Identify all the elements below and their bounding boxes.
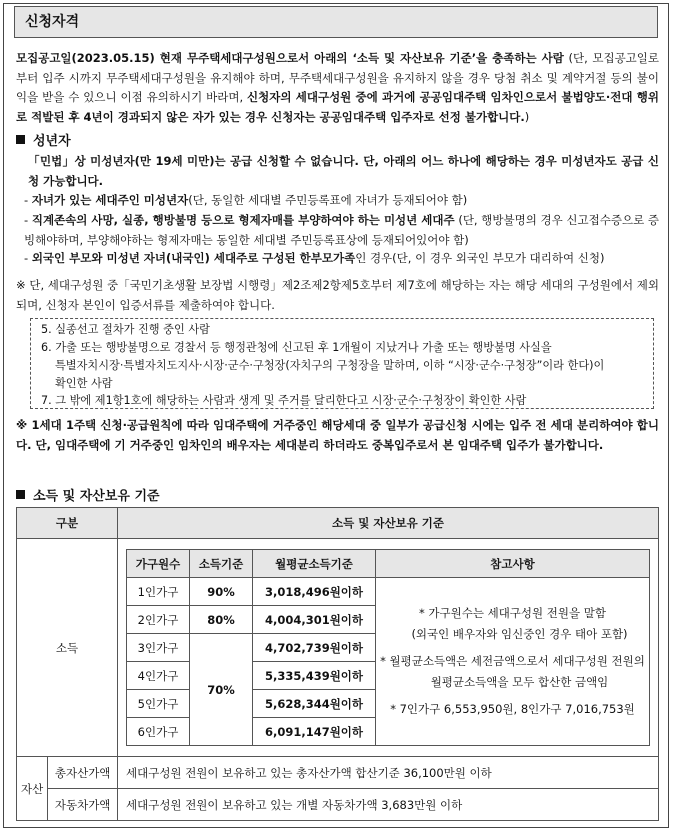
note1: ※ 단, 세대구성원 중「국민기초생활 보장법 시행령」제2조제2항제5호부터 제7호에 해당하는 자는 해당 세대의 구성원에서 제외되며, 신청자 본인이 입증서류를 제출하여야 합니다. xyxy=(16,278,659,312)
note-line: (외국인 배우자와 임신중인 경우 태아 포함) xyxy=(411,627,628,641)
minor-line1: 「민법」상 미성년자(만 19세 미만)는 공급 신청할 수 없습니다. 단, 아래의 어느 하나에 해당하는 경우 미성년자도 공급 신청 가능합니다. xyxy=(28,154,659,188)
minor-item1: - 자녀가 있는 세대주인 미성년자(단, 동일한 세대별 주민등록표에 자녀가 등재되어야 함) xyxy=(24,193,468,207)
dash-item-7: 7. 그 밖에 제1항1호에 해당하는 사람과 생계 및 주거를 달리한다고 시장·군수·구청장이 확인한 사람 xyxy=(41,394,527,407)
intro-rest: (단, 모집공고일로부터 입주 시까지 무주택세대구성원을 유지해야 하며, 무주택세대구성원을 유지하지 않을 경우 당첨 취소 및 계약거절 등의 불이익을 받을 수 있으니 이점 유의하시기 바라며, xyxy=(16,51,660,104)
amount-cell: 4,702,739원이하 xyxy=(253,634,376,662)
asset-car-label: 자동차가액 xyxy=(48,789,118,821)
note2: ※ 1세대 1주택 신청·공급원칙에 따라 임대주택에 거주중인 해당세대 중 일부가 공급신청 시에는 입주 전 세대 분리하여야 합니다. 단, 임대주택에 기 거주중인 임차인의 배우자는 세대분리 하더라도 중복입주로서 본 임대주택 입주가 불가합니다. xyxy=(16,418,659,452)
th-amount: 월평균소득기준 xyxy=(253,550,376,578)
minor-heading-text: 성년자 xyxy=(33,134,71,149)
income-cell xyxy=(118,539,659,757)
income-label: 소득 xyxy=(17,539,118,757)
th-notes: 참고사항 xyxy=(376,550,650,578)
dash-item-6: 6. 가출 또는 행방불명으로 경찰서 등 행정관청에 신고된 후 1개월이 지났거나 가출 또는 행방불명 사실을 xyxy=(41,341,552,354)
minor-item2-bold: 직계존속의 사망, 실종, 행방불명 등으로 형제자매를 부양하여야 하는 미성년 세대주 xyxy=(31,213,455,227)
household-cell: 4인가구 xyxy=(127,662,190,690)
note-line: * 월평균소득액은 세전금액으로서 세대구성원 전원의 xyxy=(380,654,645,668)
ratio-cell: 80% xyxy=(190,606,253,634)
criteria-heading-text: 소득 및 자산보유 기준 xyxy=(33,489,160,504)
minor-item1-bold: 자녀가 있는 세대주인 미성년자 xyxy=(31,193,189,207)
col-category: 구분 xyxy=(17,508,118,539)
th-ratio: 소득기준 xyxy=(190,550,253,578)
col-criteria: 소득 및 자산보유 기준 xyxy=(118,508,659,539)
amount-cell: 3,018,496원이하 xyxy=(253,578,376,606)
section-title: 신청자격 xyxy=(14,6,658,38)
household-cell: 5인가구 xyxy=(127,690,190,718)
intro-end: ) xyxy=(524,109,530,124)
amount-cell: 6,091,147원이하 xyxy=(253,718,376,746)
excluded-members-box xyxy=(30,318,654,409)
minor-item3-bold: 외국인 부모와 미성년 자녀(내국인) 세대주로 구성된 한부모가족 xyxy=(31,251,356,265)
household-cell: 3인가구 xyxy=(127,634,190,662)
square-bullet-icon xyxy=(16,135,25,144)
minor-item1-rest: (단, 동일한 세대별 주민등록표에 자녀가 등재되어야 함) xyxy=(188,193,468,207)
th-household: 가구원수 xyxy=(127,550,190,578)
minor-heading xyxy=(16,130,71,149)
ratio-cell: 70% xyxy=(190,634,253,746)
income-table xyxy=(126,549,650,746)
amount-cell: 5,628,344원이하 xyxy=(253,690,376,718)
intro-paragraph xyxy=(16,49,659,127)
household-cell: 2인가구 xyxy=(127,606,190,634)
minor-item3-rest: 인 경우(단, 이 경우 외국인 부모가 대리하여 신청) xyxy=(355,251,605,265)
minor-item3: - 외국인 부모와 미성년 자녀(내국인) 세대주로 구성된 한부모가족인 경우(단, 이 경우 외국인 부모가 대리하여 신청) xyxy=(24,251,605,265)
asset-total-text: 세대구성원 전원이 보유하고 있는 총자산가액 합산기준 36,100만원 이하 xyxy=(118,757,659,789)
notes-cell xyxy=(376,578,650,746)
dash-item-5: 5. 실종선고 절차가 진행 중인 사람 xyxy=(41,323,210,336)
asset-car-text: 세대구성원 전원이 보유하고 있는 개별 자동차가액 3,683만원 이하 xyxy=(118,789,659,821)
dash-item-6-cont: 특별자치시장·특별자치도지사·시장·군수·구청장(자치구의 구청장을 말하며, 이하 “시장·군수·구청장”이라 한다)이 xyxy=(55,359,605,372)
criteria-table xyxy=(16,507,659,821)
ratio-cell: 90% xyxy=(190,578,253,606)
intro-bold: 모집공고일(2023.05.15) 현재 무주택세대구성원으로서 아래의 ‘소득 및 자산보유 기준’을 충족하는 사람 xyxy=(16,51,564,65)
amount-cell: 5,335,439원이하 xyxy=(253,662,376,690)
asset-label: 자산 xyxy=(17,757,48,821)
minor-item2: - 직계존속의 사망, 실종, 행방불명 등으로 형제자매를 부양하여야 하는 미성년 세대주 (단, 행방불명의 경우 신고접수증으로 증빙해야하며, 부양해야하는 형제자매는 동일한 세대별 주민등록표상에 등재되어있어야 함) xyxy=(24,213,659,247)
note-line: * 가구원수는 세대구성원 전원을 말함 xyxy=(418,606,606,620)
square-bullet-icon xyxy=(16,490,25,499)
criteria-heading xyxy=(16,485,160,504)
note-line: * 7인가구 6,553,950원, 8인가구 7,016,753원 xyxy=(390,702,635,716)
dash-item-6-end: 확인한 사람 xyxy=(55,377,113,390)
asset-total-label: 총자산가액 xyxy=(48,757,118,789)
household-cell: 6인가구 xyxy=(127,718,190,746)
household-cell: 1인가구 xyxy=(127,578,190,606)
intro-bold2: 신청자의 세대구성원 중에 과거에 공공임대주택 임차인으로서 불법양도·전대 행위로 적발된 후 4년이 경과되지 않은 자가 있는 경우 신청자는 공공임대주택 입주자로 선정 불가합니다. xyxy=(16,90,659,124)
minor-item2-rest: (단, 행방불명의 경우 신고접수증으로 증빙해야하며, 부양해야하는 형제자매는 동일한 세대별 주민등록표상에 등재되어있어야 함) xyxy=(24,213,659,247)
note-line: 월평균소득액을 모두 합산한 금액임 xyxy=(430,675,609,689)
amount-cell: 4,004,301원이하 xyxy=(253,606,376,634)
